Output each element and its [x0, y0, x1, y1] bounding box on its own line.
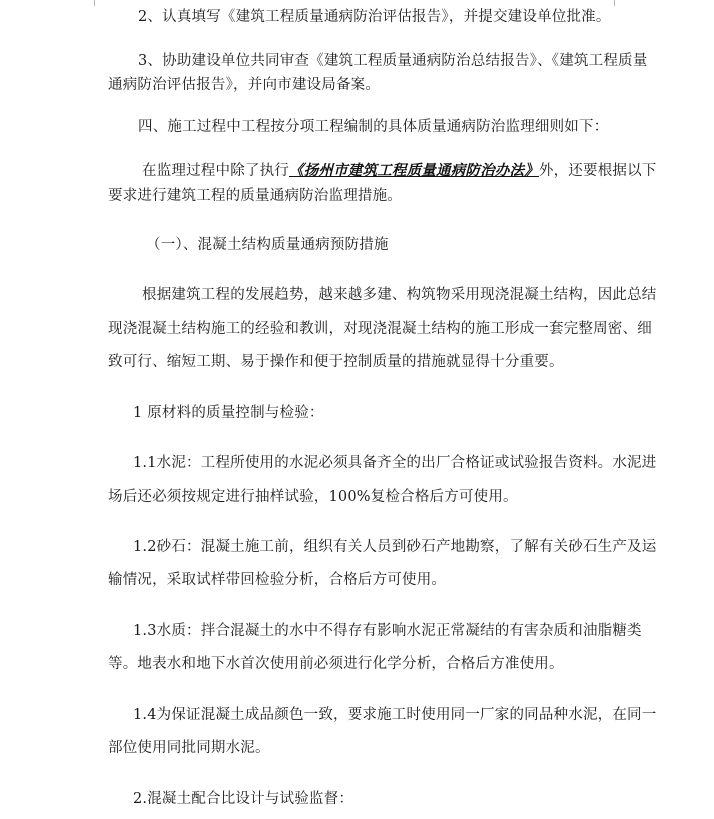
heading-mix-design: 2.混凝土配合比设计与试验监督： — [133, 791, 354, 807]
section-4-heading: 四、施工过程中工程按分项工程编制的具体质量通病防治监理细则如下： — [138, 119, 609, 135]
item-1-1-line-2: 场后还必须按规定进行抽样试验，100%复检合格后方可使用。 — [108, 489, 518, 505]
item-2-text: 2、认真填写《建筑工程质量通病防治评估报告》，并提交建设单位批准。 — [138, 9, 611, 25]
regulation-link[interactable]: 《扬州市建筑工程质量通病防治办法》 — [289, 162, 539, 179]
heading-raw-materials: 1 原材料的质量控制与检验： — [133, 405, 324, 421]
item-1-3-line-1: 1.3水质：拌合混凝土的水中不得存有影响水泥正常凝结的有害杂质和油脂糖类 — [133, 623, 642, 639]
item-1-1-line-1: 1.1水泥：工程所使用的水泥必须具备齐全的出厂合格证或试验报告资料。水泥进 — [133, 455, 657, 471]
item-1-3-line-2: 等。地表水和地下水首次使用前必须进行化学分析，合格后方准使用。 — [108, 656, 564, 672]
concrete-paragraph-line-1: 根据建筑工程的发展趋势，越来越多建、构筑物采用现浇混凝土结构，因此总结 — [142, 287, 657, 303]
subsection-1-heading: （一）、混凝土结构质量通病预防措施 — [146, 237, 389, 253]
intro-text-part-2: 外，还要根据以下 — [538, 163, 657, 179]
item-3-line-2: 通病防治评估报告》，并向市建设局备案。 — [108, 77, 381, 93]
concrete-paragraph-line-2: 现浇混凝土结构施工的经验和教训，对现浇混凝土结构的施工形成一套完整周密、细 — [108, 321, 652, 337]
intro-paragraph-line-1 — [142, 160, 657, 182]
margin-corner-mark-left — [84, 0, 95, 6]
intro-text-part-1: 在监理过程中除了执行 — [142, 163, 289, 179]
item-1-4-line-2: 部位使用同批同期水泥。 — [108, 740, 270, 756]
item-1-2-line-2: 输情况，采取试样带回检验分析，合格后方可使用。 — [108, 572, 447, 588]
concrete-paragraph-line-3: 致可行、缩短工期、易于操作和便于控制质量的措施就显得十分重要。 — [108, 354, 564, 370]
margin-corner-mark-right — [614, 0, 625, 6]
item-3-line-1: 3、协助建设单位共同审查《建筑工程质量通病防治总结报告》、《建筑工程质量 — [138, 53, 648, 69]
item-1-4-line-1: 1.4为保证混凝土成品颜色一致，要求施工时使用同一厂家的同品种水泥，在同一 — [133, 707, 657, 723]
item-1-2-line-1: 1.2砂石：混凝土施工前，组织有关人员到砂石产地勘察，了解有关砂石生产及运 — [133, 539, 657, 555]
intro-paragraph-line-2: 要求进行建筑工程的质量通病防治监理措施。 — [108, 188, 402, 204]
